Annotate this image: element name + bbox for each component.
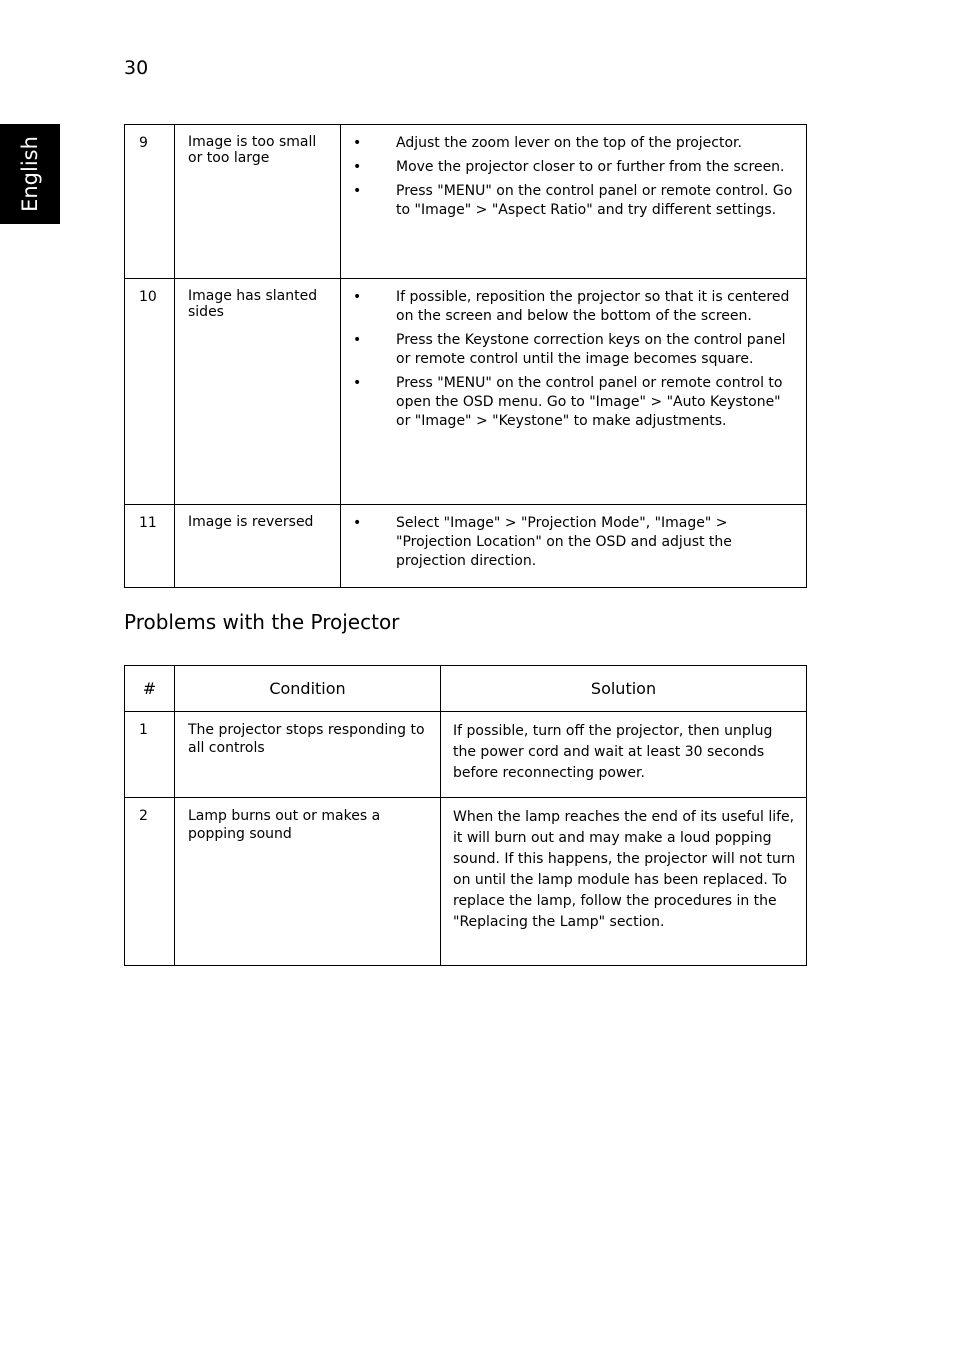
solution-item: • Move the projector closer to or further from the screen. xyxy=(353,158,796,177)
solution-list xyxy=(353,288,796,431)
row-number: 9 xyxy=(125,125,175,279)
solution-item: • Press "MENU" on the control panel or remote control. Go to "Image" > "Aspect Ratio" and try different settings. xyxy=(353,182,796,220)
table-row xyxy=(125,798,807,966)
row-number: 1 xyxy=(125,712,175,798)
condition-text: Image has slanted sides xyxy=(188,288,318,320)
table-row xyxy=(125,279,807,505)
row-number: 11 xyxy=(125,505,175,588)
section-heading: Problems with the Projector xyxy=(124,610,400,634)
solution-cell xyxy=(341,279,807,505)
condition-text: Image is reversed xyxy=(188,514,314,530)
row-number: 2 xyxy=(125,798,175,966)
solution-item: • If possible, reposition the projector so that it is centered on the screen and below the bottom of the screen. xyxy=(353,288,796,326)
solution-cell: If possible, turn off the projector, then unplug the power cord and wait at least 30 seconds before reconnecting power. xyxy=(441,712,807,798)
table-row xyxy=(125,505,807,588)
table-row xyxy=(125,125,807,279)
solution-cell xyxy=(341,505,807,588)
solution-item: • Select "Image" > "Projection Mode", "Image" > "Projection Location" on the OSD and adjust the projection direction. xyxy=(353,514,796,571)
language-tab xyxy=(0,124,60,224)
condition-cell: The projector stops responding to all controls xyxy=(175,712,441,798)
page-number: 30 xyxy=(124,57,149,79)
condition-cell xyxy=(175,279,341,505)
language-tab-label: English xyxy=(18,136,42,212)
condition-text: Image is too small or too large xyxy=(188,134,317,166)
solution-list xyxy=(353,134,796,220)
projector-problems-table xyxy=(124,665,807,966)
table-header-row xyxy=(125,666,807,712)
solution-list xyxy=(353,514,796,571)
solution-cell: When the lamp reaches the end of its useful life, it will burn out and may make a loud popping sound. If this happens, the projector will not turn on until the lamp module has been replaced. To replace the lamp, follow the procedures in the "Replacing the Lamp" section. xyxy=(441,798,807,966)
solution-cell xyxy=(341,125,807,279)
table-row xyxy=(125,712,807,798)
header-solution: Solution xyxy=(441,666,807,712)
solution-item: • Press the Keystone correction keys on the control panel or remote control until the image becomes square. xyxy=(353,331,796,369)
condition-cell xyxy=(175,125,341,279)
row-number: 10 xyxy=(125,279,175,505)
header-number: # xyxy=(125,666,175,712)
condition-cell xyxy=(175,505,341,588)
header-condition: Condition xyxy=(175,666,441,712)
solution-item: • Press "MENU" on the control panel or remote control to open the OSD menu. Go to "Image" > "Auto Keystone" or "Image" > "Keystone" to make adjustments. xyxy=(353,374,796,431)
solution-item: • Adjust the zoom lever on the top of the projector. xyxy=(353,134,796,153)
image-problems-table xyxy=(124,124,807,588)
condition-cell: Lamp burns out or makes a popping sound xyxy=(175,798,441,966)
